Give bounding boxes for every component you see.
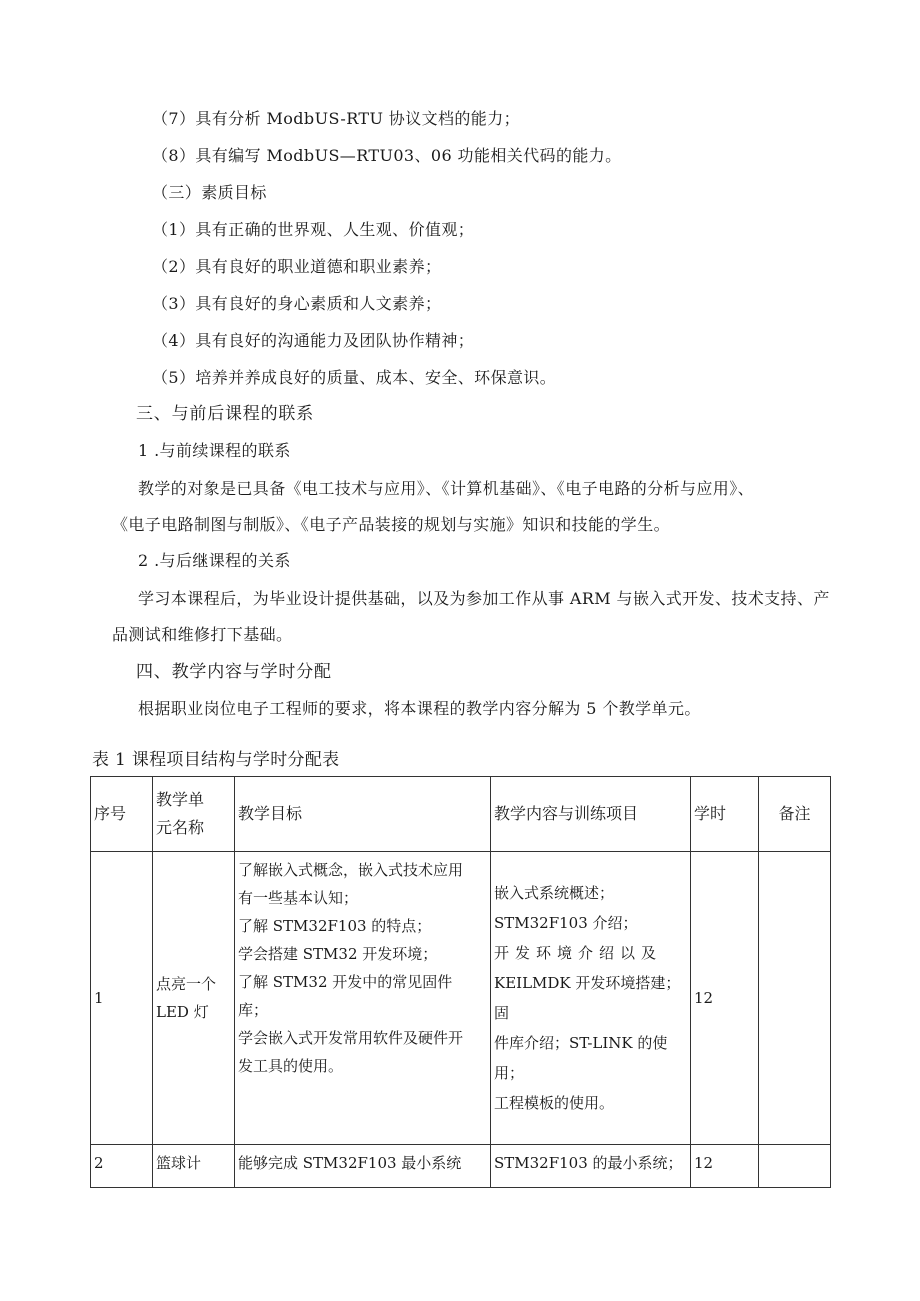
cell-seq: 2 bbox=[91, 1145, 153, 1188]
cell-hours: 12 bbox=[691, 1145, 759, 1188]
prior-course-text-line2: 《电子电路制图与制版》、《电子产品装接的规划与实施》知识和技能的学生。 bbox=[112, 515, 671, 534]
cell-note bbox=[759, 852, 831, 1145]
header-content: 教学内容与训练项目 bbox=[491, 777, 691, 852]
goal-line: 了解 STM32 开发中的常见固件 bbox=[238, 973, 453, 991]
content-line: 工程模板的使用。 bbox=[494, 1094, 615, 1112]
subheading-prior-course: 1 .与前续课程的联系 bbox=[138, 441, 291, 460]
content-line: 嵌入式系统概述； bbox=[494, 884, 615, 902]
prior-course-text-line1: 教学的对象是已具备《电工技术与应用》、《计算机基础》、《电子电路的分析与应用》、 bbox=[138, 479, 755, 498]
goal-line: 学会搭建 STM32 开发环境； bbox=[238, 945, 438, 963]
table-row bbox=[91, 852, 831, 1145]
quality-item-3: （3）具有良好的身心素质和人文素养； bbox=[152, 294, 442, 313]
paragraph-8: （8）具有编写 ModbUS—RTU03、06 功能相关代码的能力。 bbox=[152, 146, 622, 165]
quality-item-1: （1）具有正确的世界观、人生观、价值观； bbox=[152, 220, 475, 239]
subheading-later-course: 2 .与后继课程的关系 bbox=[138, 551, 291, 570]
table-header-row bbox=[91, 777, 831, 852]
cell-seq: 1 bbox=[91, 852, 153, 1145]
goal-line: 了解嵌入式概念，嵌入式技术应用 bbox=[238, 861, 464, 879]
later-course-text-line2: 品测试和维修打下基础。 bbox=[112, 625, 293, 644]
section-heading-4: 四、教学内容与学时分配 bbox=[136, 662, 332, 682]
header-unit-name bbox=[153, 777, 235, 852]
cell-note bbox=[759, 1145, 831, 1188]
unit-name-line2: LED 灯 bbox=[156, 1003, 209, 1021]
header-unit-line2: 元名称 bbox=[156, 818, 205, 837]
quality-item-4: （4）具有良好的沟通能力及团队协作精神； bbox=[152, 331, 475, 350]
content-line: 件库介绍；ST-LINK 的使用； bbox=[494, 1034, 668, 1082]
table-row bbox=[91, 1145, 831, 1188]
cell-goal: 能够完成 STM32F103 最小系统 bbox=[235, 1145, 491, 1188]
content-line: 开发环境介绍以及 bbox=[494, 944, 663, 962]
goal-line: 发工具的使用。 bbox=[238, 1057, 344, 1075]
table-caption: 表 1 课程项目结构与学时分配表 bbox=[92, 750, 340, 770]
goal-line: 库； bbox=[238, 1001, 269, 1019]
quality-item-2: （2）具有良好的职业道德和职业素养； bbox=[152, 257, 442, 276]
goal-line: 了解 STM32F103 的特点； bbox=[238, 917, 432, 935]
header-unit-line1: 教学单 bbox=[156, 790, 205, 809]
paragraph-7: （7）具有分析 ModbUS-RTU 协议文档的能力； bbox=[152, 109, 521, 128]
header-goal: 教学目标 bbox=[235, 777, 491, 852]
header-hours: 学时 bbox=[691, 777, 759, 852]
header-note: 备注 bbox=[759, 777, 831, 852]
course-structure-table bbox=[90, 776, 831, 1188]
goal-line: 学会嵌入式开发常用软件及硬件开 bbox=[238, 1029, 464, 1047]
units-intro-text: 根据职业岗位电子工程师的要求，将本课程的教学内容分解为 5 个教学单元。 bbox=[138, 699, 701, 718]
header-seq: 序号 bbox=[91, 777, 153, 852]
cell-content: STM32F103 的最小系统； bbox=[491, 1145, 691, 1188]
cell-hours: 12 bbox=[691, 852, 759, 1145]
later-course-text-line1: 学习本课程后，为毕业设计提供基础，以及为参加工作从事 ARM 与嵌入式开发、技术支持、产 bbox=[138, 589, 830, 608]
cell-unit-name: 篮球计 bbox=[153, 1145, 235, 1188]
section-heading-quality: （三）素质目标 bbox=[152, 183, 267, 202]
content-line: STM32F103 介绍； bbox=[494, 914, 638, 932]
quality-item-5: （5）培养并养成良好的质量、成本、安全、环保意识。 bbox=[152, 368, 557, 387]
section-heading-3: 三、与前后课程的联系 bbox=[136, 404, 314, 424]
cell-unit-name bbox=[153, 852, 235, 1145]
goal-line: 有一些基本认知； bbox=[238, 889, 359, 907]
content-line: KEILMDK 开发环境搭建；固 bbox=[494, 974, 681, 1022]
cell-content bbox=[491, 852, 691, 1145]
cell-goal bbox=[235, 852, 491, 1145]
unit-name-line1: 点亮一个 bbox=[156, 975, 217, 993]
